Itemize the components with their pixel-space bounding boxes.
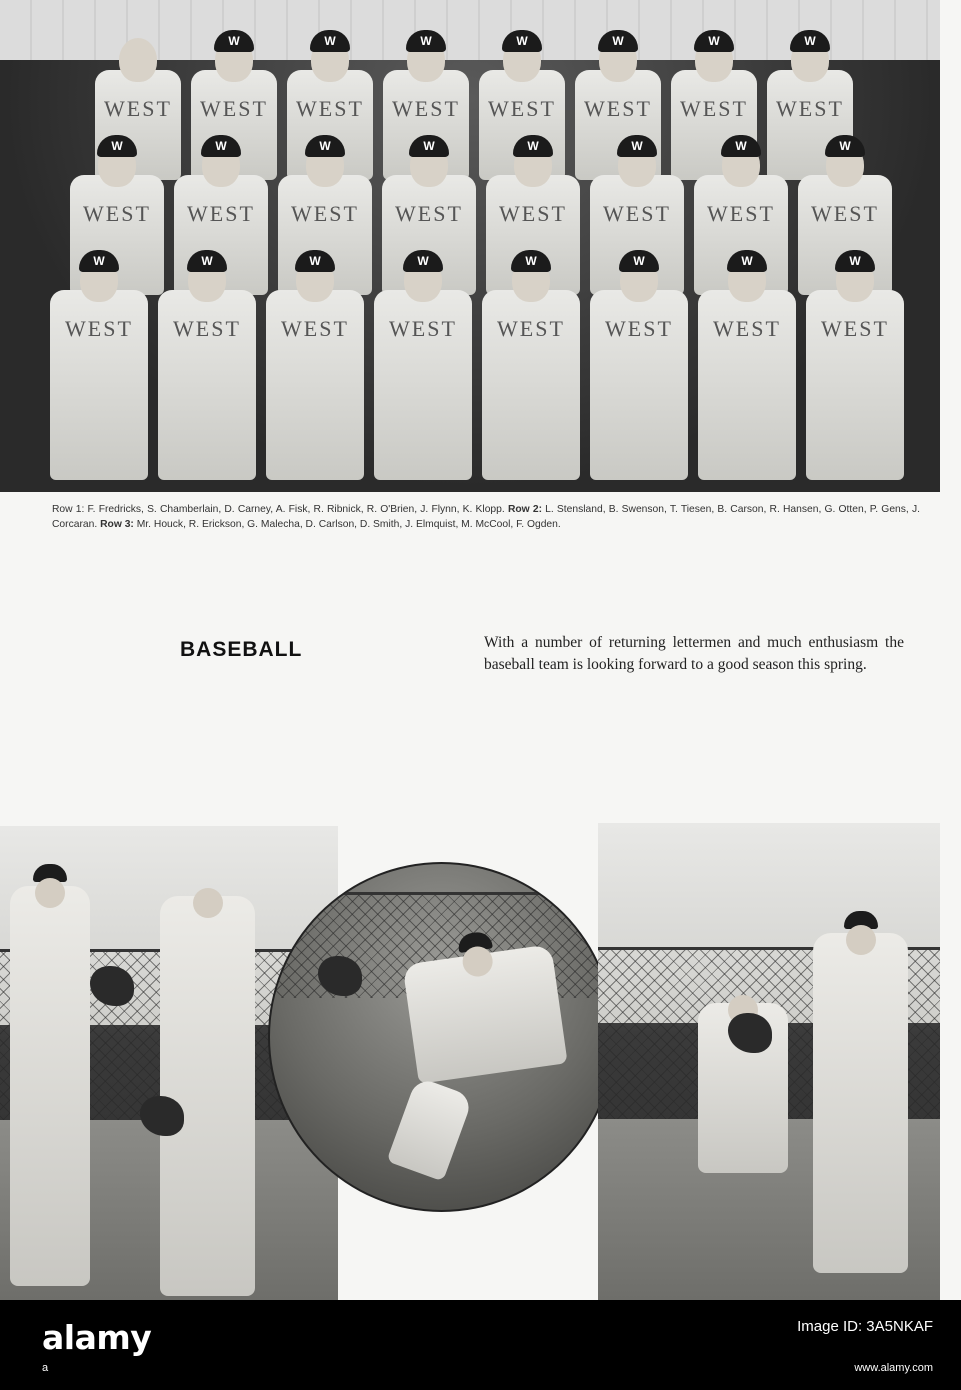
team-player	[374, 254, 472, 480]
cap-letter: W	[305, 135, 345, 157]
jersey-word: WEST	[173, 316, 241, 341]
footer-left-mark: a	[42, 1362, 49, 1374]
jersey-word: WEST	[200, 96, 268, 121]
cap-letter: W	[403, 250, 443, 272]
team-player	[590, 254, 688, 480]
jersey-word: WEST	[187, 201, 255, 226]
cap-letter: W	[598, 30, 638, 52]
jersey-word: WEST	[821, 316, 889, 341]
alamy-logo: alamy	[42, 1318, 152, 1357]
caption-row1-label: Row 1:	[52, 504, 85, 515]
cap-letter: W	[409, 135, 449, 157]
section-body: With a number of returning lettermen and much enthusiasm the baseball team is looking forward to a good season this spring.	[484, 634, 904, 673]
fielder-legs	[386, 1076, 473, 1181]
jersey-word: WEST	[65, 316, 133, 341]
cap-letter: W	[97, 135, 137, 157]
cap-letter: W	[511, 250, 551, 272]
cap-letter: W	[835, 250, 875, 272]
cap-letter: W	[201, 135, 241, 157]
jersey-word: WEST	[392, 96, 460, 121]
team-player	[698, 254, 796, 480]
jersey-word: WEST	[605, 316, 673, 341]
cap-letter: W	[790, 30, 830, 52]
caption-row3-names: Mr. Houck, R. Erickson, G. Malecha, D. Carlson, D. Smith, J. Elmquist, M. McCool, F. Ogden.	[136, 518, 561, 530]
pitcher-figure	[10, 886, 90, 1286]
jersey-word: WEST	[499, 201, 567, 226]
jersey-word: WEST	[776, 96, 844, 121]
caption-row3-label: Row 3:	[100, 518, 134, 530]
cap-letter: W	[406, 30, 446, 52]
jersey-word: WEST	[83, 201, 151, 226]
cap-letter: W	[617, 135, 657, 157]
jersey-word: WEST	[281, 316, 349, 341]
cap-letter: W	[502, 30, 542, 52]
batter-figure	[813, 933, 908, 1273]
cap-letter: W	[721, 135, 761, 157]
section-heading: BASEBALL	[180, 638, 303, 661]
caption-row2-names: L. Stensland, B. Swenson, T. Tiesen, B. Carson, R. Hansen, G. Otten, P. Gens, J. Corcaran.	[52, 504, 920, 530]
team-photo	[0, 0, 940, 492]
jersey-word: WEST	[104, 96, 172, 121]
cap-letter: W	[727, 250, 767, 272]
team-player	[50, 254, 148, 480]
jersey-word: WEST	[680, 96, 748, 121]
jersey-word: WEST	[713, 316, 781, 341]
cap-letter: W	[79, 250, 119, 272]
jersey-word: WEST	[296, 96, 364, 121]
caption-row2-label: Row 2:	[507, 504, 542, 515]
photo-caption	[52, 503, 920, 532]
cap-letter: W	[513, 135, 553, 157]
jersey-word: WEST	[389, 316, 457, 341]
jersey-word: WEST	[603, 201, 671, 226]
jersey-word: WEST	[291, 201, 359, 226]
cap-letter: W	[295, 250, 335, 272]
team-player	[266, 254, 364, 480]
jersey-word: WEST	[488, 96, 556, 121]
cap-letter: W	[619, 250, 659, 272]
catcher-figure	[160, 896, 255, 1296]
cap-letter: W	[825, 135, 865, 157]
team-player	[158, 254, 256, 480]
jersey-word: WEST	[395, 201, 463, 226]
action-photo-batter-catcher	[598, 823, 940, 1300]
cap-letter: W	[310, 30, 350, 52]
caption-row1-names: F. Fredricks, S. Chamberlain, D. Carney, A. Fisk, R. Ribnick, R. O'Brien, J. Flynn, K. Klopp.	[87, 504, 505, 515]
footer-url: www.alamy.com	[854, 1362, 933, 1374]
cap-letter: W	[694, 30, 734, 52]
jersey-word: WEST	[584, 96, 652, 121]
team-player	[806, 254, 904, 480]
action-photo-fielder	[268, 862, 615, 1212]
jersey-word: WEST	[707, 201, 775, 226]
image-id: Image ID: 3A5NKAF	[797, 1318, 933, 1335]
fielder-figure	[402, 944, 567, 1084]
cap-letter: W	[214, 30, 254, 52]
jersey-word: WEST	[811, 201, 879, 226]
cap-letter: W	[187, 250, 227, 272]
jersey-word: WEST	[497, 316, 565, 341]
team-player	[482, 254, 580, 480]
